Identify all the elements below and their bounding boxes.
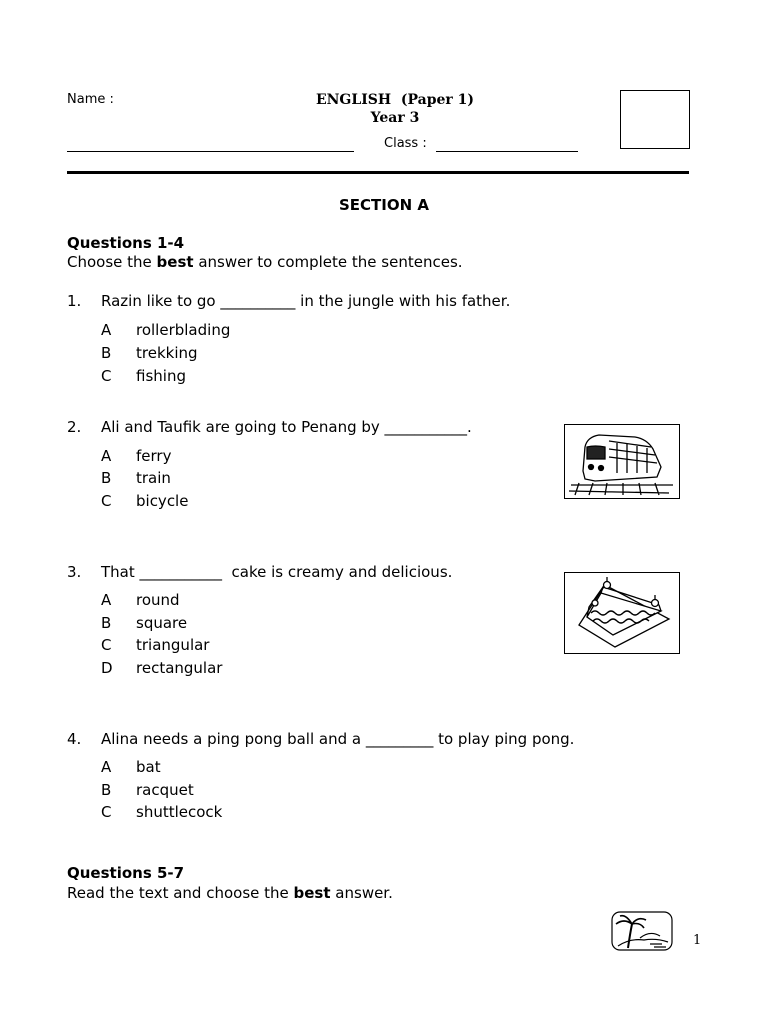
name-blank-line [67, 151, 354, 152]
q3-option-b-letter: B [101, 614, 112, 632]
instruction-emphasis: best [293, 884, 331, 902]
q3-option-a-text: round [136, 591, 180, 609]
instruction-text: answer to complete the sentences. [193, 253, 463, 271]
q3-option-d-text: rectangular [136, 659, 223, 677]
q2-option-c-letter: C [101, 492, 112, 510]
year-label: Year 3 [370, 110, 420, 126]
q4-option-b-text: racquet [136, 781, 194, 799]
question-1-text: Razin like to go __________ in the jungle with his father. [101, 292, 511, 310]
subject-title: ENGLISH (Paper 1) [315, 92, 475, 108]
q1-option-b-text: trekking [136, 344, 198, 362]
q2-option-b-text: train [136, 469, 171, 487]
q1-option-b-letter: B [101, 344, 112, 362]
q2-option-c-text: bicycle [136, 492, 189, 510]
instruction-emphasis: best [156, 253, 194, 271]
question-3-text: That ___________ cake is creamy and delicious. [101, 563, 453, 581]
name-label: Name : [67, 92, 114, 107]
question-3-number: 3. [67, 563, 82, 581]
q2-option-b-letter: B [101, 469, 112, 487]
questions-5-7-heading: Questions 5-7 [67, 864, 185, 882]
question-4-number: 4. [67, 730, 82, 748]
q3-option-b-text: square [136, 614, 188, 632]
questions-1-4-heading: Questions 1-4 [67, 234, 185, 252]
q4-option-a-text: bat [136, 758, 161, 776]
q3-option-c-letter: C [101, 636, 112, 654]
q4-option-c-text: shuttlecock [136, 803, 223, 821]
question-2-number: 2. [67, 418, 82, 436]
instruction-text: Choose the [67, 253, 157, 271]
question-1-number: 1. [67, 292, 82, 310]
class-blank-line [436, 151, 578, 152]
marks-box [620, 90, 690, 149]
train-illustration [564, 424, 680, 499]
question-4-text: Alina needs a ping pong ball and a _________ to play ping pong. [101, 730, 575, 748]
page-number: 1 [693, 933, 702, 948]
q4-option-b-letter: B [101, 781, 112, 799]
q1-option-c-letter: C [101, 367, 112, 385]
q1-option-a-letter: A [101, 321, 112, 339]
header-divider [67, 171, 689, 174]
island-palm-tree-icon [610, 910, 674, 952]
q3-option-c-text: triangular [136, 636, 210, 654]
instruction-text: answer. [330, 884, 393, 902]
q2-option-a-text: ferry [136, 447, 172, 465]
paper-title [290, 91, 500, 127]
q2-option-a-letter: A [101, 447, 112, 465]
class-label: Class : [384, 136, 427, 151]
q4-option-c-letter: C [101, 803, 112, 821]
triangular-cake-illustration [564, 572, 680, 654]
q3-option-a-letter: A [101, 591, 112, 609]
instruction-text: Read the text and choose the [67, 884, 294, 902]
q3-option-d-letter: D [101, 659, 113, 677]
q1-option-c-text: fishing [136, 367, 186, 385]
q1-option-a-text: rollerblading [136, 321, 231, 339]
questions-5-7-instruction [67, 884, 393, 902]
question-2-text: Ali and Taufik are going to Penang by ___________. [101, 418, 472, 436]
questions-1-4-instruction [67, 253, 463, 271]
section-title: SECTION A [338, 196, 429, 214]
q4-option-a-letter: A [101, 758, 112, 776]
